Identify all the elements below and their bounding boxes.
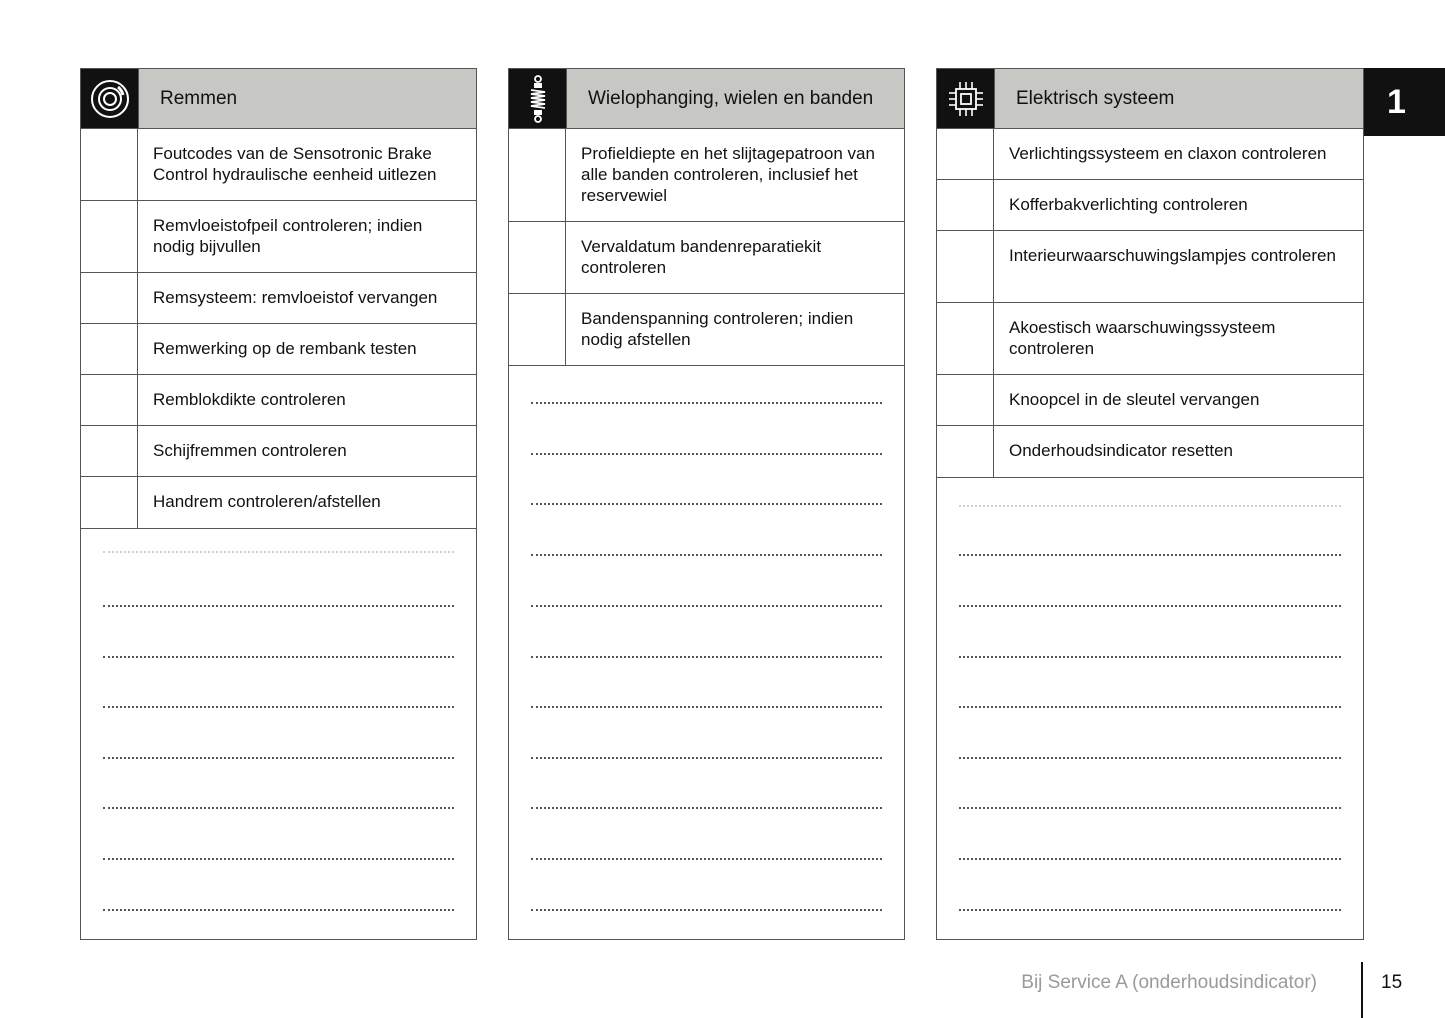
note-line — [531, 605, 882, 607]
checkbox-cell[interactable] — [81, 273, 138, 323]
panel-remmen — [80, 68, 477, 940]
checklist-row — [81, 201, 476, 273]
note-line — [531, 402, 882, 404]
checklist-item: Interieurwaarschuwingslampjes controleren — [1009, 246, 1336, 265]
checklist-row — [509, 222, 904, 294]
checklist-row — [81, 375, 476, 426]
checklist-item: Kofferbakverlichting controleren — [1009, 195, 1248, 214]
notes-lines[interactable] — [531, 369, 882, 939]
panel-elektrisch — [936, 68, 1364, 940]
note-line — [959, 505, 1341, 507]
panel-title: Remmen — [139, 69, 476, 128]
checklist-item: Foutcodes van de Sensotronic Brake Control hydraulische eenheid uitlezen — [153, 144, 437, 184]
note-line — [531, 909, 882, 911]
note-line — [531, 453, 882, 455]
note-line — [103, 605, 454, 607]
note-line — [531, 503, 882, 505]
note-line — [103, 909, 454, 911]
checkbox-cell[interactable] — [81, 129, 138, 200]
panel-header — [937, 69, 1363, 129]
footer-section-title: Bij Service A (onderhoudsindicator) — [1021, 972, 1317, 993]
note-line — [103, 757, 454, 759]
page-number: 15 — [1381, 972, 1403, 993]
note-line — [959, 757, 1341, 759]
note-line — [103, 656, 454, 658]
checkbox-cell[interactable] — [81, 324, 138, 374]
shock-absorber-icon — [526, 75, 550, 123]
checkbox-cell[interactable] — [81, 375, 138, 425]
checklist-item: Remsysteem: remvloeistof vervangen — [153, 288, 438, 307]
checklist-item: Bandenspanning controleren; indien nodig afstellen — [581, 309, 854, 349]
checkbox-cell[interactable] — [937, 303, 994, 374]
checklist-item: Onderhoudsindicator resetten — [1009, 441, 1233, 460]
icon-box — [81, 69, 139, 128]
note-line — [959, 706, 1341, 708]
checklist-item: Schijfremmen controleren — [153, 441, 347, 460]
panel-header — [509, 69, 904, 129]
note-line — [531, 706, 882, 708]
notes-lines[interactable] — [959, 489, 1341, 939]
checklist-item: Remwerking op de rembank testen — [153, 339, 417, 358]
note-line — [959, 554, 1341, 556]
checklist-row — [81, 273, 476, 324]
checklist-item: Akoestisch waarschuwingssysteem controleren — [1009, 318, 1276, 358]
checklist-item: Knoopcel in de sleutel vervangen — [1009, 390, 1260, 409]
notes-lines[interactable] — [103, 539, 454, 939]
microchip-icon — [946, 79, 986, 119]
checklist-row — [937, 375, 1363, 426]
checklist-row — [509, 129, 904, 222]
checklist-row — [937, 426, 1363, 478]
checklist-item: Vervaldatum bandenreparatiekit controleren — [581, 237, 822, 277]
checkbox-cell[interactable] — [937, 231, 994, 302]
note-line — [959, 858, 1341, 860]
note-line — [103, 551, 454, 553]
checkbox-cell[interactable] — [937, 180, 994, 230]
brake-disc-icon — [88, 77, 132, 121]
checklist-row — [509, 294, 904, 366]
note-line — [531, 807, 882, 809]
checkbox-cell[interactable] — [81, 426, 138, 476]
checklist-row — [937, 303, 1363, 375]
checkbox-cell[interactable] — [937, 426, 994, 477]
checklist-row — [81, 426, 476, 477]
checklist-row — [937, 231, 1363, 303]
note-line — [103, 807, 454, 809]
checkbox-cell[interactable] — [937, 375, 994, 425]
note-line — [959, 909, 1341, 911]
note-line — [959, 807, 1341, 809]
icon-box — [509, 69, 567, 128]
note-line — [531, 656, 882, 658]
note-line — [959, 605, 1341, 607]
panel-title: Elektrisch systeem — [995, 69, 1363, 128]
note-line — [103, 858, 454, 860]
panel-title: Wielophanging, wielen en banden — [567, 69, 904, 128]
note-line — [959, 656, 1341, 658]
checklist-row — [81, 477, 476, 529]
checklist-row — [937, 129, 1363, 180]
chapter-tab: 1 — [1364, 68, 1445, 136]
checklist-row — [81, 129, 476, 201]
note-line — [103, 706, 454, 708]
checklist-item: Remblokdikte controleren — [153, 390, 346, 409]
checkbox-cell[interactable] — [81, 477, 138, 528]
checklist-item: Verlichtingssysteem en claxon controleren — [1009, 144, 1327, 163]
note-line — [531, 858, 882, 860]
checklist-item: Profieldiepte en het slijtagepatroon van alle banden controleren, inclusief het reservewiel — [581, 144, 875, 205]
checkbox-cell[interactable] — [81, 201, 138, 272]
checklist-item: Remvloeistofpeil controleren; indien nodig bijvullen — [153, 216, 423, 256]
checkbox-cell[interactable] — [937, 129, 994, 179]
checkbox-cell[interactable] — [509, 222, 566, 293]
panel-header — [81, 69, 476, 129]
footer-divider — [1361, 962, 1363, 1018]
checklist-item: Handrem controleren/afstellen — [153, 492, 381, 511]
note-line — [531, 757, 882, 759]
panel-wielophanging — [508, 68, 905, 940]
checkbox-cell[interactable] — [509, 129, 566, 221]
note-line — [531, 554, 882, 556]
icon-box — [937, 69, 995, 128]
checklist-row — [81, 324, 476, 375]
checklist-row — [937, 180, 1363, 231]
checkbox-cell[interactable] — [509, 294, 566, 365]
